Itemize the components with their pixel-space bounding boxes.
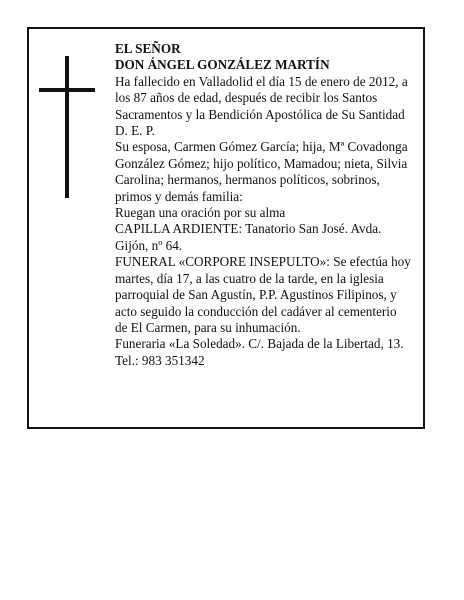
death-line-4: D. E. P.: [115, 123, 155, 139]
obituary-notice: [27, 27, 425, 429]
family-line-3: Carolina; hermanos, hermanos políticos, sobrinos,: [115, 172, 380, 188]
death-line-1: Ha fallecido en Valladolid el día 15 de enero de 2012, a: [115, 73, 408, 89]
chapel-line-2: Gijón, nº 64.: [115, 237, 183, 253]
notice-text: [115, 41, 427, 369]
cross-horizontal-bar: [39, 88, 95, 92]
funeral-home-line-2: Tel.: 983 351342: [115, 352, 205, 368]
funeral-line-4: acto seguido la conducción del cadáver al cementerio: [115, 303, 397, 319]
deceased-name: DON ÁNGEL GONZÁLEZ MARTÍN: [115, 57, 330, 73]
death-line-3: Sacramentos y la Bendición Apostólica de Su Santidad: [115, 106, 405, 122]
prayer-line: Ruegan una oración por su alma: [115, 205, 286, 221]
notice-title: EL SEÑOR: [115, 41, 181, 56]
cross-vertical-bar: [65, 56, 69, 198]
family-line-4: primos y demás familia:: [115, 188, 243, 204]
funeral-line-1: FUNERAL «CORPORE INSEPULTO»: Se efectúa hoy: [115, 254, 411, 270]
chapel-line-1: CAPILLA ARDIENTE: Tanatorio San José. Avda.: [115, 221, 382, 237]
death-line-2: los 87 años de edad, después de recibir los Santos: [115, 90, 378, 106]
funeral-line-2: martes, día 17, a las cuatro de la tarde, en la iglesia: [115, 270, 384, 286]
funeral-line-3: parroquial de San Agustín, P.P. Agustinos Filipinos, y: [115, 287, 397, 303]
family-line-1: Su esposa, Carmen Gómez García; hija, Mª Covadonga: [115, 139, 408, 155]
funeral-line-5: de El Carmen, para su inhumación.: [115, 319, 301, 335]
cross-icon: [39, 56, 95, 198]
family-line-2: González Gómez; hijo político, Mamadou; nieta, Silvia: [115, 155, 408, 171]
funeral-home-line-1: Funeraria «La Soledad». C/. Bajada de la Libertad, 13.: [115, 336, 404, 352]
